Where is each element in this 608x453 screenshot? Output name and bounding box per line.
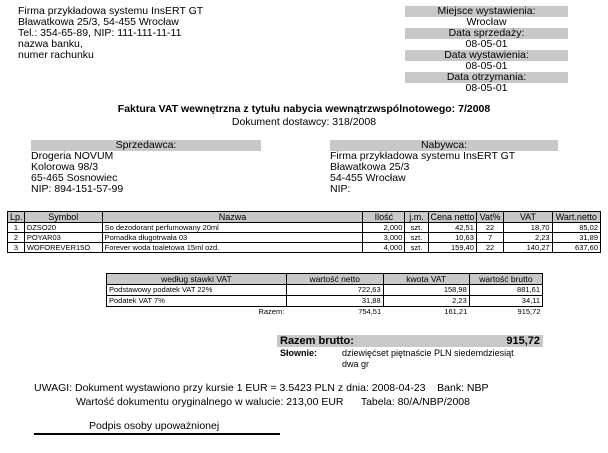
notes-line: Wartość dokumentu oryginalnego w walucie: 213,00 EUR Tabela: 80/A/NBP/2008 (76, 396, 470, 408)
col-header-net-value: Wart.netto (552, 212, 600, 223)
cell-lp: 1 (8, 223, 25, 233)
signature-caption: Podpis osoby upoważnionej (89, 420, 220, 432)
cell-symbol: WOFOREVER15O (24, 243, 102, 253)
col-header-symbol: Symbol (24, 212, 102, 223)
vat-col-header-gross: wartość brutto (469, 274, 542, 285)
issuer-line: Firma przykładowa systemu InsERT GT (18, 5, 204, 17)
vat-header-row (107, 274, 543, 285)
vat-cell-rate: Podatek VAT 7% (107, 296, 287, 307)
vat-cell-vat: 158,98 (383, 285, 469, 296)
amount-in-words-label: Słownie: (280, 348, 318, 358)
document-title: Faktura VAT wewnętrzna z tytułu nabycia wewnątrzwspólnotowego: 7/2008 (117, 103, 491, 115)
cell-net-price: 10,63 (428, 233, 476, 243)
cell-vat: 2,23 (504, 233, 552, 243)
cell-net-price: 159,40 (428, 243, 476, 253)
buyer-line: NIP: (330, 183, 351, 195)
table-row (107, 296, 543, 307)
cell-unit: szt. (405, 233, 428, 243)
vat-total-gross: 915,72 (517, 307, 541, 316)
place-label: Miejsce wystawienia: (405, 6, 568, 17)
vat-cell-vat: 2,23 (383, 296, 469, 307)
gross-total-bar (277, 335, 543, 347)
gross-total-label: Razem brutto: (280, 335, 354, 347)
receipt-date-value: 08-05-01 (465, 82, 508, 94)
buyer-line: Bławatkowa 25/3 (330, 161, 410, 173)
col-header-unit: j.m. (405, 212, 428, 223)
cell-vat-rate: 22 (476, 243, 503, 253)
vat-total-row (107, 307, 543, 318)
col-header-net-price: Cena netto (428, 212, 476, 223)
col-header-name: Nazwa (102, 212, 363, 223)
cell-qty: 4,000 (363, 243, 405, 253)
vat-cell-net: 722,63 (286, 285, 383, 296)
vat-total-label: Razem: (258, 307, 285, 316)
buyer-label: Nabywca: (330, 140, 558, 151)
col-header-lp: Lp. (8, 212, 25, 223)
notes-line: UWAGI: Dokument wystawiono przy kursie 1 EUR = 3.5423 PLN z dnia: 2008-04-23 Bank: NBP (34, 382, 489, 394)
table-row (8, 223, 601, 233)
vat-col-header-rate: według stawki VAT (107, 274, 287, 285)
buyer-line: Firma przykładowa systemu InsERT GT (330, 150, 516, 162)
cell-unit: szt. (405, 223, 428, 233)
seller-line: NIP: 894-151-57-99 (31, 183, 124, 195)
buyer-block (330, 140, 558, 195)
supplier-document-number: Dokument dostawcy: 318/2008 (231, 116, 377, 128)
vat-total-vat: 161,21 (444, 307, 468, 316)
cell-net-value: 85,02 (552, 223, 600, 233)
seller-line: Drogeria NOVUM (31, 150, 114, 162)
cell-symbol: DZSO20 (24, 223, 102, 233)
cell-vat-rate: 22 (476, 223, 503, 233)
sale-date-value: 08-05-01 (465, 38, 508, 50)
sale-date-label: Data sprzedaży: (405, 28, 568, 39)
table-row (107, 285, 543, 296)
vat-cell-rate: Podstawowy podatek VAT 22% (107, 285, 287, 296)
vat-total-net: 754,51 (358, 307, 382, 316)
receipt-date-label: Data otrzymania: (405, 72, 568, 83)
issuer-line: Bławatkowa 25/3, 54-455 Wrocław (18, 16, 179, 28)
cell-unit: szt. (405, 243, 428, 253)
issuer-line: nazwa banku, (18, 38, 83, 50)
issuer-block (18, 6, 203, 61)
cell-qty: 2,000 (363, 223, 405, 233)
col-header-qty: Ilość (363, 212, 405, 223)
cell-net-value: 31,89 (552, 233, 600, 243)
issue-date-label: Data wystawienia: (405, 50, 568, 61)
seller-line: Kolorowa 98/3 (31, 161, 99, 173)
vat-col-header-vat: kwota VAT (383, 274, 469, 285)
buyer-line: 54-455 Wrocław (330, 172, 406, 184)
seller-line: 65-465 Sosnowiec (31, 172, 118, 184)
vat-cell-gross: 881,61 (469, 285, 542, 296)
cell-qty: 3,000 (363, 233, 405, 243)
table-row (8, 233, 601, 243)
cell-net-price: 42,51 (428, 223, 476, 233)
amount-in-words-line: dziewięćset piętnaście PLN siedemdziesiąt (342, 348, 514, 358)
dates-block (405, 6, 568, 94)
place-value: Wrocław (466, 16, 507, 28)
issuer-line: Tel.: 354-65-89, NIP: 111-111-11-11 (18, 27, 182, 39)
items-table (7, 211, 601, 253)
amount-in-words (342, 348, 514, 370)
cell-symbol: POYAR03 (24, 233, 102, 243)
cell-name: So dezodorant perfumowany 20ml (102, 223, 363, 233)
cell-name: Forever woda toaletowa 15ml ozd. (102, 243, 363, 253)
vat-summary-table (106, 273, 543, 317)
seller-label: Sprzedawca: (31, 140, 261, 151)
issue-date-value: 08-05-01 (465, 60, 508, 72)
vat-cell-net: 31,88 (286, 296, 383, 307)
cell-vat: 18,70 (504, 223, 552, 233)
cell-lp: 3 (8, 243, 25, 253)
seller-block (31, 140, 261, 195)
table-row (8, 243, 601, 253)
col-header-vat: VAT (504, 212, 552, 223)
signature-line (34, 433, 280, 435)
cell-vat-rate: 7 (476, 233, 503, 243)
col-header-vat-rate: Vat% (476, 212, 503, 223)
cell-name: Pomadka długotrwała 03 (102, 233, 363, 243)
amount-in-words-line: dwa gr (342, 359, 370, 369)
vat-cell-gross: 34,11 (469, 296, 542, 307)
vat-col-header-net: wartość netto (286, 274, 383, 285)
cell-net-value: 637,60 (552, 243, 600, 253)
items-header-row (8, 212, 601, 223)
issuer-line: numer rachunku (18, 49, 94, 61)
cell-lp: 2 (8, 233, 25, 243)
cell-vat: 140,27 (504, 243, 552, 253)
gross-total-value: 915,72 (506, 335, 540, 347)
